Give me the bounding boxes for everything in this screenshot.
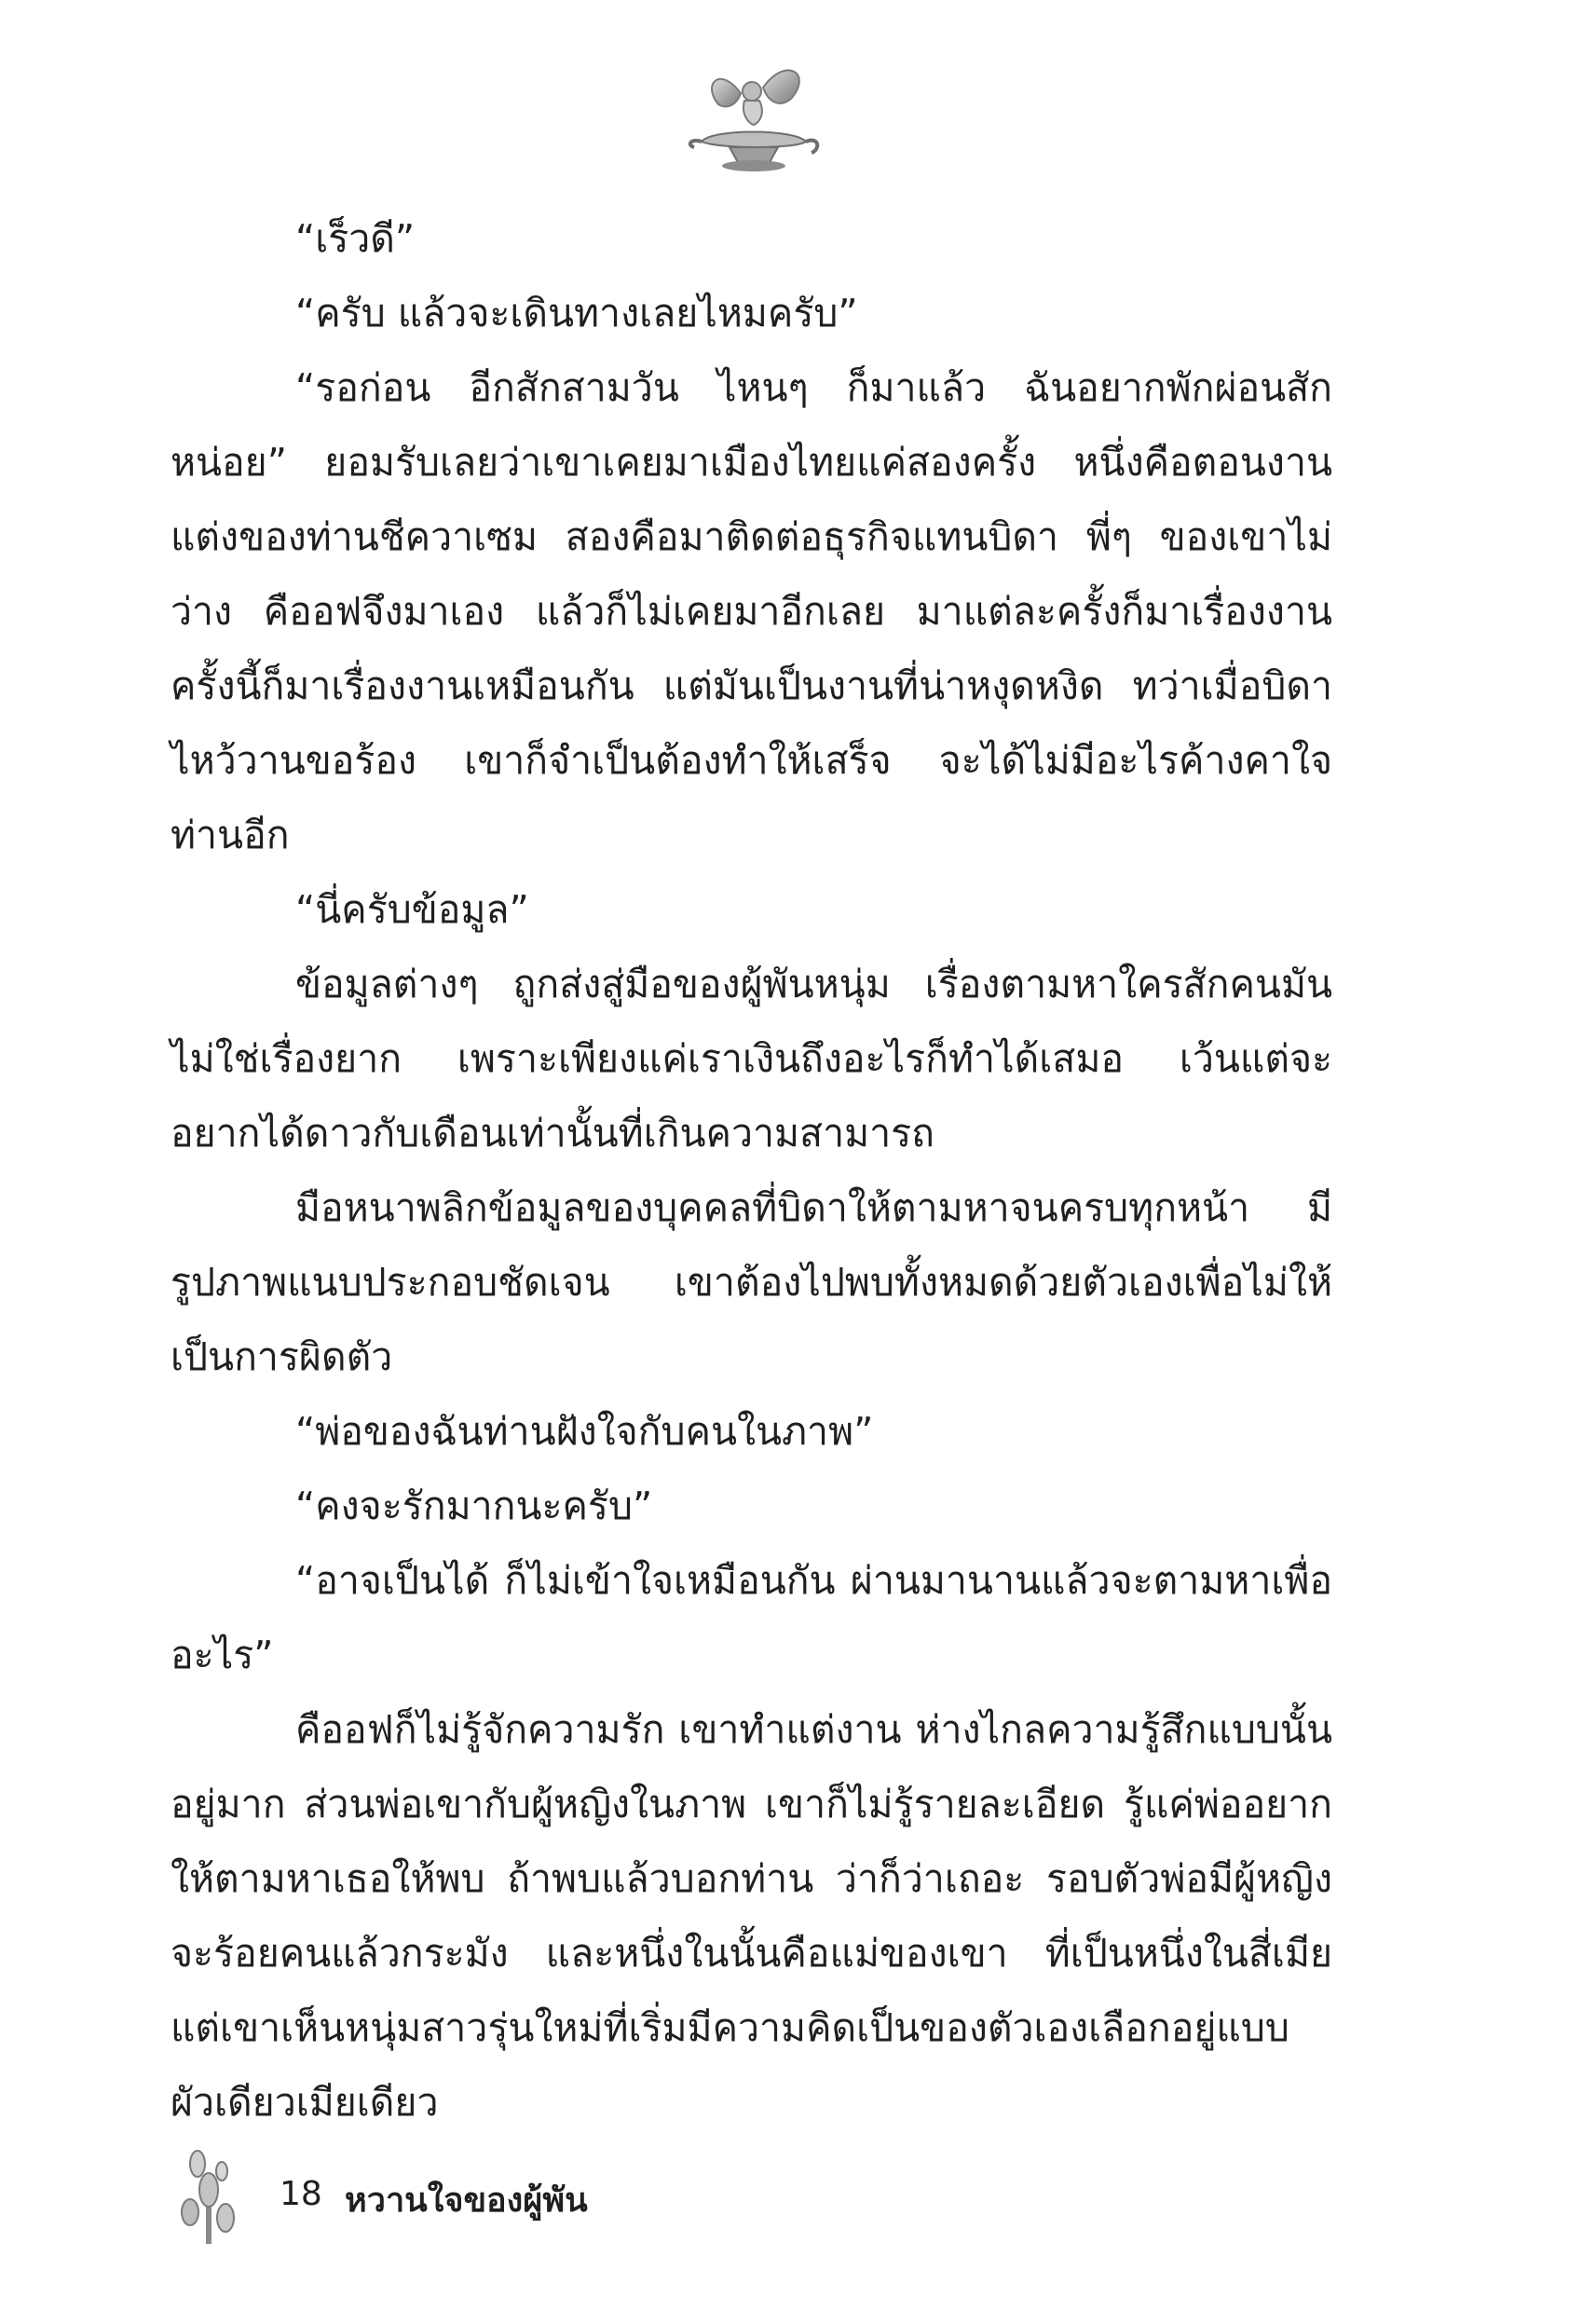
paragraph: คืออฟก็ไม่รู้จักความรัก เขาทำแต่งาน ห่างไกลความรู้สึกแบบนั้นอยู่มาก ส่วนพ่อเขากับผู้หญิงในภาพ เขาก็ไม่รู้รายละเอียด รู้แค่พ่ออยากให้ตามหาเธอให้พบ ถ้าพบแล้วบอกท่าน ว่าก็ว่าเถอะ รอบตัวพ่อมีผู้หญิงจะร้อยคนแล้วกระมัง และหนึ่งในนั้นคือแม่ของเขา ที่เป็นหนึ่งในสี่เมีย แต่เขาเห็นหนุ่มสาวรุ่นใหม่ที่เริ่มมีความคิดเป็นของตัวเองเลือกอยู่แบบผัวเดียวเมียเดียว [171,1707,1332,2125]
page-footer [177,2143,1016,2246]
paragraph: “รอก่อน อีกสักสามวัน ไหนๆ ก็มาแล้ว ฉันอยากพักผ่อนสักหน่อย” ยอมรับเลยว่าเขาเคยมาเมืองไทยแค่สองครั้ง หนึ่งคือตอนงานแต่งของท่านชีควาเซม สองคือมาติดต่อธุรกิจแทนบิดา พี่ๆ ของเขาไม่ว่าง คืออฟจึงมาเอง แล้วก็ไม่เคยมาอีกเลย มาแต่ละครั้งก็มาเรื่องงาน ครั้งนี้ก็มาเรื่องงานเหมือนกัน แต่มันเป็นงานที่น่าหงุดหงิด ทว่าเมื่อบิดาไหว้วานขอร้อง เขาก็จำเป็นต้องทำให้เสร็จ จะได้ไม่มีอะไรค้างคาใจท่านอีก [171,365,1332,857]
paragraph: มือหนาพลิกข้อมูลของบุคคลที่บิดาให้ตามหาจนครบทุกหน้า มีรูปภาพแนบประกอบชัดเจน เขาต้องไปพบทั้งหมดด้วยตัวเองเพื่อไม่ให้เป็นการผิดตัว [171,1185,1332,1379]
cactus-icon [177,2143,242,2246]
paragraph: “คงจะรักมากนะครับ” [295,1484,653,1528]
paragraph: “พ่อของฉันท่านฝังใจกับคนในภาพ” [295,1409,874,1454]
cupid-lamp-icon [683,56,823,177]
chapter-body [171,201,1332,2140]
paragraph: ข้อมูลต่างๆ ถูกส่งสู่มือของผู้พันหนุ่ม เรื่องตามหาใครสักคนมันไม่ใช่เรื่องยาก เพราะเพียงแค่เราเงินถึงอะไรก็ทำได้เสมอ เว้นแต่จะอยากได้ดาวกับเดือนเท่านั้นที่เกินความสามารถ [171,962,1332,1156]
paragraph: “ครับ แล้วจะเดินทางเลยไหมครับ” [295,291,858,335]
paragraph: “นี่ครับข้อมูล” [295,887,529,932]
paragraph: “อาจเป็นได้ ก็ไม่เข้าใจเหมือนกัน ผ่านมานานแล้วจะตามหาเพื่ออะไร” [171,1558,1332,1677]
page-number: 18 [280,2175,322,2213]
paragraph: “เร็วดี” [295,216,416,261]
book-title: หวานใจของผู้พัน [345,2181,588,2220]
